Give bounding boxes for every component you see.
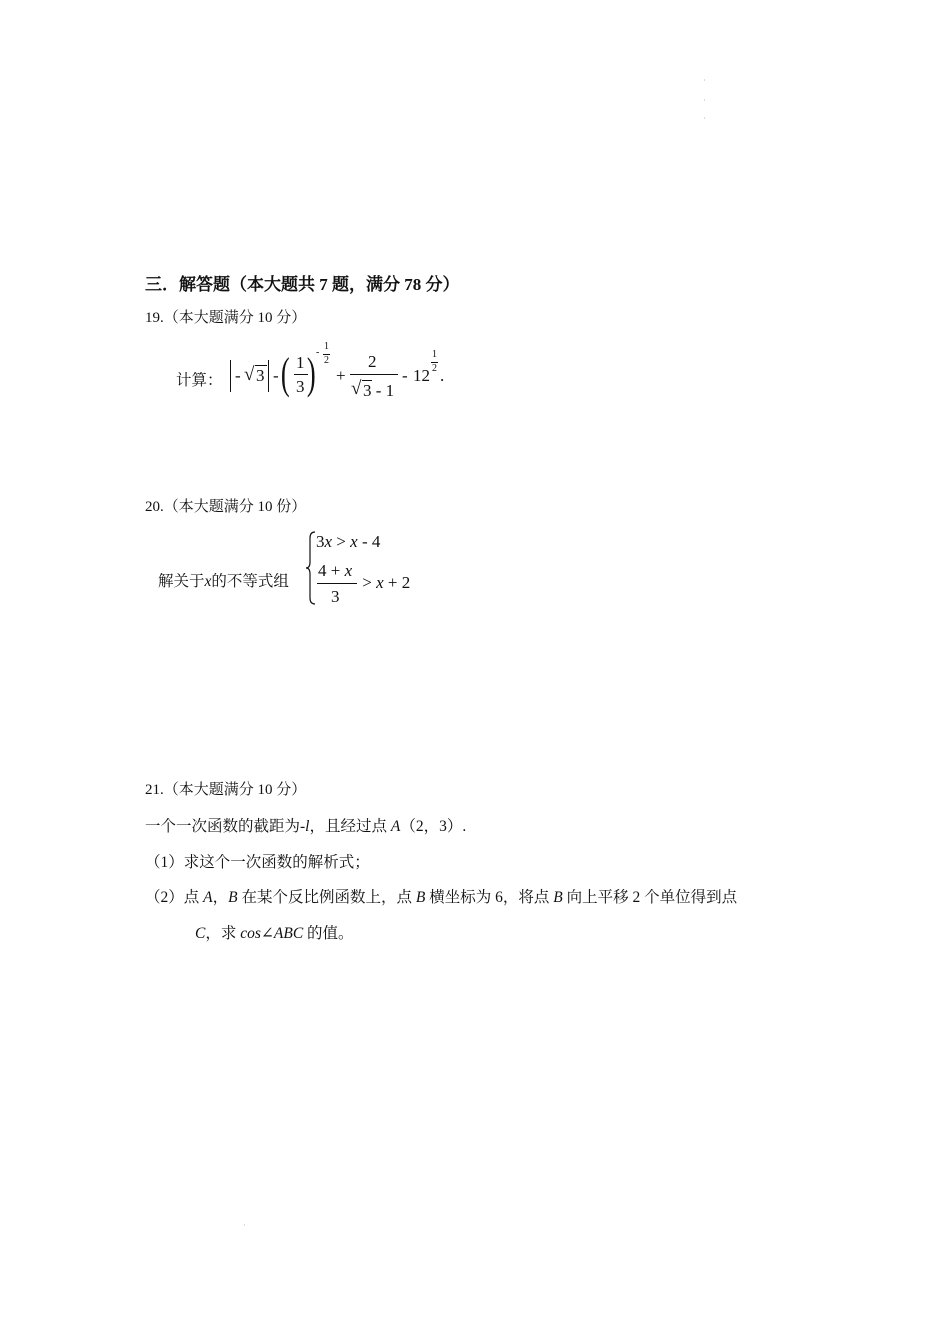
question-21-part-1: （1）求这个一次函数的解析式；: [145, 854, 370, 871]
intercept-symbol: l: [305, 818, 310, 835]
part-text: 的值。: [303, 925, 354, 942]
part-text: 向上平移 2 个单位得到点: [562, 889, 738, 906]
margin-dot: ·: [243, 1221, 246, 1230]
numerator-constant: 4 +: [318, 561, 345, 580]
minus-sign: -: [273, 366, 279, 385]
variable-x: x: [324, 532, 333, 551]
exponent-denominator: 2: [324, 355, 329, 366]
sqrt-symbol: √: [244, 364, 255, 385]
part-text: （2）点: [145, 889, 204, 906]
exponent-minus: -: [316, 347, 320, 358]
abs-bar-left: [230, 360, 231, 392]
part-text: ，求: [205, 925, 241, 942]
fraction-denominator: 3: [296, 377, 305, 396]
solve-label-pre: 解关于: [158, 573, 205, 590]
fraction-bar: [350, 374, 398, 375]
fraction-bar: [294, 374, 308, 375]
sqrt-value: 3: [256, 366, 265, 385]
question-21-part-2: [145, 885, 737, 907]
solve-label: [158, 569, 289, 591]
stem-text: ，且经过点: [309, 818, 391, 835]
point-b: B: [553, 889, 563, 906]
question-20-header: 20.（本大题满分 10 份）: [145, 499, 307, 515]
margin-dot: ·: [703, 114, 706, 123]
margin-dot: ·: [703, 76, 706, 85]
stem-text: 一个一次函数的截距为-: [145, 818, 306, 835]
point-a: A: [203, 889, 213, 906]
fraction-bar: [317, 583, 357, 584]
part-text: 在某个反比例函数上，点: [237, 889, 416, 906]
fraction-numerator: [318, 561, 352, 581]
point-a: A: [390, 818, 401, 835]
compute-label: 计算：: [176, 372, 223, 389]
cosine-expression: cos∠ABC: [240, 925, 304, 942]
question-19-header: 19.（本大题满分 10 分）: [145, 310, 307, 326]
abs-bar-right: [268, 360, 269, 392]
greater-than: >: [358, 573, 377, 592]
question-21-header: 21.（本大题满分 10 分）: [145, 782, 307, 798]
base-twelve: 12: [413, 366, 430, 385]
fraction-numerator: 1: [296, 353, 305, 372]
fraction-numerator: 2: [368, 352, 377, 371]
paren-right: ): [306, 349, 316, 398]
greater-than: >: [332, 532, 351, 551]
constant-term: - 4: [357, 532, 381, 551]
point-c: C: [195, 925, 206, 942]
inequality-2-rhs: [358, 573, 410, 593]
minus-sign: -: [235, 366, 241, 385]
variable-x: x: [204, 573, 212, 590]
variable-x: x: [350, 532, 358, 551]
point-b: B: [415, 889, 426, 906]
part-text: ，: [212, 889, 229, 906]
exponent-denominator: 2: [432, 363, 437, 374]
coefficient: 3: [316, 532, 325, 551]
question-21-part-2-cont: [195, 921, 354, 943]
sqrt-symbol: √: [351, 378, 362, 399]
period: .: [440, 366, 445, 385]
question-21-stem: [145, 814, 466, 836]
stem-text: （2，3）.: [400, 818, 467, 835]
fraction-denominator: 3: [331, 587, 340, 606]
paren-left: (: [280, 349, 290, 398]
exponent-numerator: 1: [324, 341, 329, 352]
section-title: 三．解答题（本大题共 7 题，满分 78 分）: [145, 275, 460, 294]
plus-sign: +: [336, 366, 346, 385]
minus-sign: -: [402, 366, 408, 385]
part-text: 横坐标为 6，将点: [425, 889, 554, 906]
constant-term: + 2: [383, 573, 411, 592]
exponent-numerator: 1: [432, 349, 437, 360]
fraction-denominator: 3 - 1: [363, 381, 395, 400]
variable-x: x: [376, 573, 384, 592]
solve-label-post: 的不等式组: [211, 573, 289, 590]
inequality-1: [316, 532, 380, 552]
point-b: B: [228, 889, 238, 906]
variable-x: x: [344, 561, 353, 580]
margin-dot: ·: [703, 96, 706, 105]
